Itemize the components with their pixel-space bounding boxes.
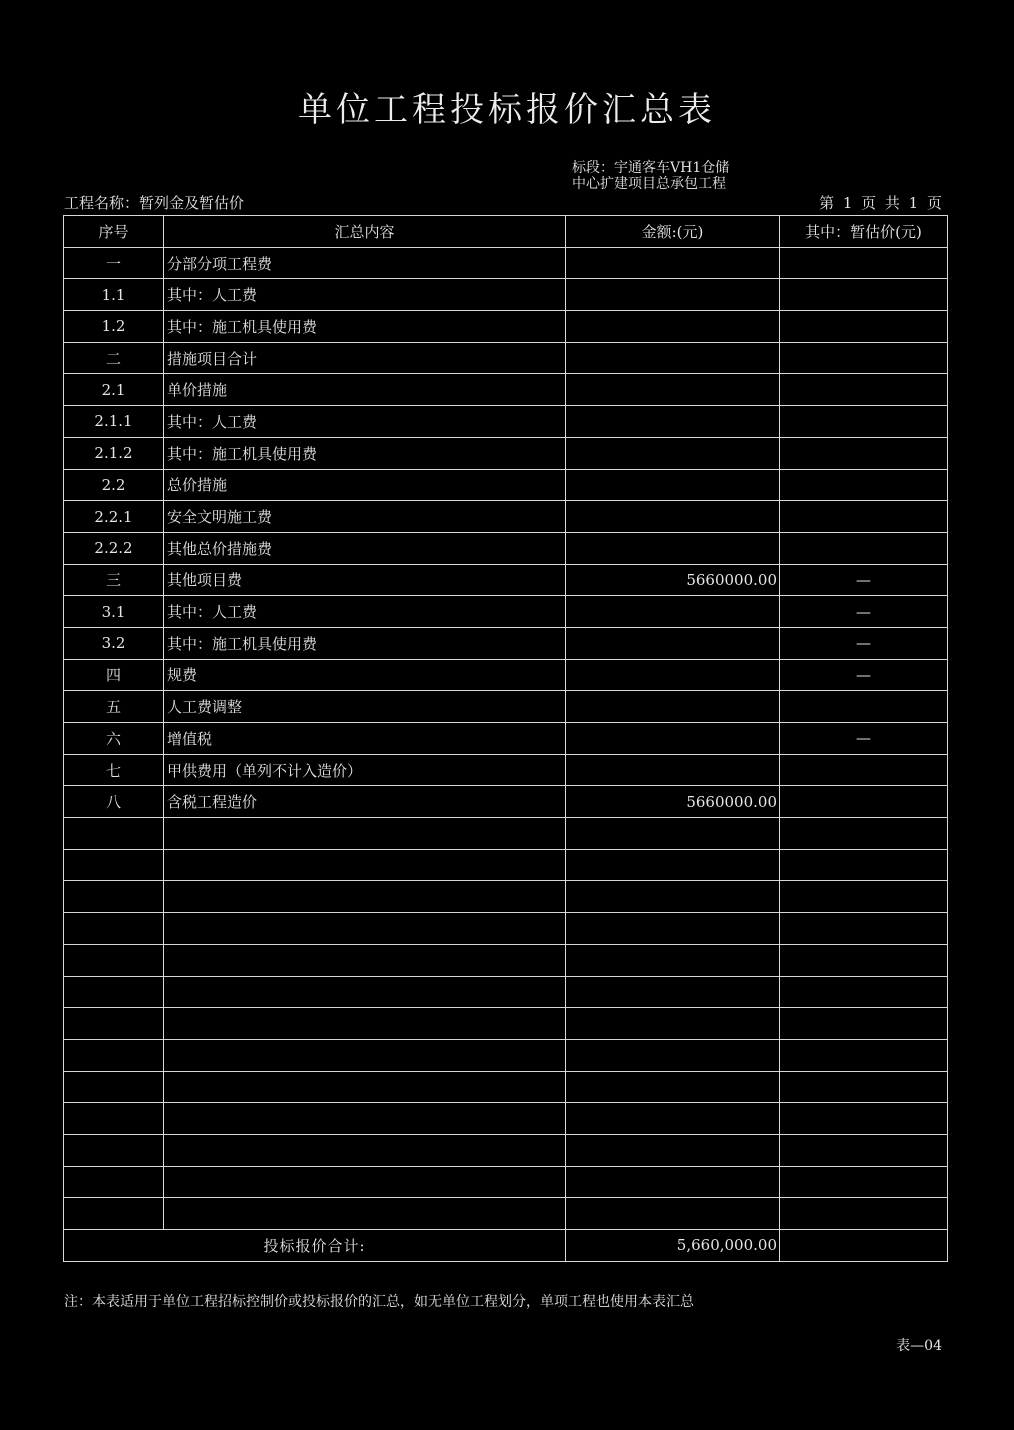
blank-row: [64, 913, 948, 945]
cell-no: 三: [64, 564, 164, 596]
table-row: [64, 627, 948, 659]
cell-provisional: [780, 406, 948, 438]
blank-cell: [566, 1039, 780, 1071]
blank-row: [64, 1198, 948, 1230]
table-row: [64, 691, 948, 723]
blank-cell: [164, 818, 566, 850]
bid-section-label: 标段：宇通客车VH1仓储中心扩建项目总承包工程: [572, 160, 730, 192]
cell-item: 其中：施工机具使用费: [164, 437, 566, 469]
blank-row: [64, 849, 948, 881]
blank-cell: [780, 913, 948, 945]
blank-cell: [566, 976, 780, 1008]
blank-cell: [64, 1198, 164, 1230]
table-row: [64, 311, 948, 343]
blank-cell: [566, 1008, 780, 1040]
cell-item: 单价措施: [164, 374, 566, 406]
blank-cell: [64, 849, 164, 881]
cell-item: 措施项目合计: [164, 342, 566, 374]
blank-cell: [780, 1134, 948, 1166]
cell-no: 七: [64, 754, 164, 786]
cell-amount: [566, 469, 780, 501]
cell-amount: 5660000.00: [566, 786, 780, 818]
cell-amount: [566, 691, 780, 723]
blank-cell: [780, 818, 948, 850]
table-row: [64, 247, 948, 279]
cell-item: 规费: [164, 659, 566, 691]
table-row: [64, 342, 948, 374]
cell-amount: [566, 659, 780, 691]
cell-provisional: [780, 374, 948, 406]
blank-row: [64, 1103, 948, 1135]
table-body: [64, 247, 948, 1229]
total-label: 投标报价合计:: [64, 1230, 566, 1262]
cell-provisional: [780, 501, 948, 533]
cell-amount: [566, 247, 780, 279]
table-header-row: [64, 216, 948, 248]
total-row: [64, 1230, 948, 1262]
blank-cell: [164, 881, 566, 913]
cell-item: 分部分项工程费: [164, 247, 566, 279]
blank-cell: [64, 913, 164, 945]
cell-item: 人工费调整: [164, 691, 566, 723]
cell-provisional: —: [780, 723, 948, 755]
cell-item: 其中：人工费: [164, 406, 566, 438]
cell-item: 其中：施工机具使用费: [164, 311, 566, 343]
cell-amount: 5660000.00: [566, 564, 780, 596]
table-row: [64, 723, 948, 755]
cell-amount: [566, 596, 780, 628]
blank-row: [64, 1039, 948, 1071]
project-name-label: 工程名称：暂列金及暂估价: [64, 194, 245, 212]
header-amount: 金额:(元): [566, 216, 780, 248]
blank-row: [64, 881, 948, 913]
cell-item: 安全文明施工费: [164, 501, 566, 533]
blank-cell: [64, 1103, 164, 1135]
cell-no: 1.1: [64, 279, 164, 311]
form-number: 表—04: [896, 1338, 942, 1354]
cell-no: 2.1: [64, 374, 164, 406]
blank-cell: [64, 1134, 164, 1166]
cell-item: 甲供费用（单列不计入造价）: [164, 754, 566, 786]
table-row: [64, 501, 948, 533]
blank-row: [64, 1166, 948, 1198]
cell-provisional: [780, 786, 948, 818]
blank-cell: [64, 1039, 164, 1071]
cell-item: 其中：施工机具使用费: [164, 627, 566, 659]
cell-provisional: [780, 437, 948, 469]
table-row: [64, 406, 948, 438]
cell-provisional: —: [780, 627, 948, 659]
table-row: [64, 659, 948, 691]
cell-amount: [566, 342, 780, 374]
cell-no: 一: [64, 247, 164, 279]
cell-no: 2.2.2: [64, 532, 164, 564]
blank-cell: [164, 944, 566, 976]
blank-cell: [566, 1103, 780, 1135]
blank-cell: [780, 944, 948, 976]
cell-provisional: [780, 532, 948, 564]
cell-provisional: —: [780, 564, 948, 596]
blank-cell: [64, 1008, 164, 1040]
blank-cell: [164, 1198, 566, 1230]
header-provisional: 其中：暂估价(元): [780, 216, 948, 248]
cell-no: 3.2: [64, 627, 164, 659]
cell-amount: [566, 532, 780, 564]
table-row: [64, 754, 948, 786]
cell-provisional: [780, 311, 948, 343]
footnote: 注：本表适用于单位工程招标控制价或投标报价的汇总，如无单位工程划分，单项工程也使用本表汇总: [64, 1294, 694, 1310]
cell-amount: [566, 627, 780, 659]
blank-row: [64, 976, 948, 1008]
blank-cell: [566, 881, 780, 913]
cell-amount: [566, 374, 780, 406]
table-row: [64, 786, 948, 818]
blank-cell: [64, 944, 164, 976]
blank-cell: [566, 849, 780, 881]
cell-item: 总价措施: [164, 469, 566, 501]
blank-cell: [64, 1166, 164, 1198]
header-no: 序号: [64, 216, 164, 248]
blank-cell: [780, 1039, 948, 1071]
blank-row: [64, 944, 948, 976]
blank-cell: [780, 976, 948, 1008]
blank-cell: [164, 913, 566, 945]
cell-no: 四: [64, 659, 164, 691]
blank-cell: [164, 1008, 566, 1040]
cell-amount: [566, 723, 780, 755]
table-row: [64, 437, 948, 469]
cell-no: 五: [64, 691, 164, 723]
cell-no: 二: [64, 342, 164, 374]
blank-cell: [566, 1134, 780, 1166]
total-provisional: [780, 1230, 948, 1262]
blank-cell: [164, 1134, 566, 1166]
page-title: 单位工程投标报价汇总表: [298, 90, 716, 130]
blank-cell: [780, 1103, 948, 1135]
blank-row: [64, 1134, 948, 1166]
table-row: [64, 564, 948, 596]
blank-cell: [164, 1071, 566, 1103]
blank-cell: [566, 1198, 780, 1230]
cell-no: 2.1.1: [64, 406, 164, 438]
blank-cell: [780, 1198, 948, 1230]
cell-provisional: —: [780, 659, 948, 691]
cell-amount: [566, 437, 780, 469]
cell-item: 增值税: [164, 723, 566, 755]
blank-cell: [780, 1008, 948, 1040]
table-row: [64, 374, 948, 406]
cell-provisional: [780, 691, 948, 723]
cell-item: 其他总价措施费: [164, 532, 566, 564]
cell-amount: [566, 311, 780, 343]
blank-cell: [64, 1071, 164, 1103]
cell-provisional: [780, 469, 948, 501]
table-row: [64, 532, 948, 564]
blank-row: [64, 1071, 948, 1103]
blank-cell: [566, 944, 780, 976]
cell-provisional: [780, 247, 948, 279]
blank-cell: [164, 1039, 566, 1071]
blank-cell: [566, 913, 780, 945]
blank-cell: [64, 881, 164, 913]
header-item: 汇总内容: [164, 216, 566, 248]
cell-item: 其中：人工费: [164, 279, 566, 311]
page-indicator: 第 1 页 共 1 页: [819, 194, 942, 212]
summary-table: [63, 215, 948, 1262]
blank-cell: [164, 1103, 566, 1135]
blank-cell: [566, 1166, 780, 1198]
cell-provisional: [780, 279, 948, 311]
cell-no: 六: [64, 723, 164, 755]
cell-no: 1.2: [64, 311, 164, 343]
blank-row: [64, 818, 948, 850]
cell-no: 2.2.1: [64, 501, 164, 533]
cell-amount: [566, 501, 780, 533]
table-row: [64, 596, 948, 628]
table-row: [64, 469, 948, 501]
cell-provisional: [780, 754, 948, 786]
blank-cell: [780, 1071, 948, 1103]
blank-cell: [64, 976, 164, 1008]
cell-no: 2.2: [64, 469, 164, 501]
blank-cell: [164, 849, 566, 881]
cell-provisional: [780, 342, 948, 374]
cell-item: 含税工程造价: [164, 786, 566, 818]
blank-cell: [780, 849, 948, 881]
blank-cell: [164, 976, 566, 1008]
cell-item: 其中：人工费: [164, 596, 566, 628]
blank-cell: [64, 818, 164, 850]
cell-provisional: —: [780, 596, 948, 628]
cell-item: 其他项目费: [164, 564, 566, 596]
blank-cell: [566, 1071, 780, 1103]
cell-amount: [566, 279, 780, 311]
table-row: [64, 279, 948, 311]
total-amount: 5,660,000.00: [566, 1230, 780, 1262]
cell-no: 2.1.2: [64, 437, 164, 469]
cell-amount: [566, 754, 780, 786]
cell-amount: [566, 406, 780, 438]
blank-row: [64, 1008, 948, 1040]
cell-no: 3.1: [64, 596, 164, 628]
cell-no: 八: [64, 786, 164, 818]
blank-cell: [566, 818, 780, 850]
blank-cell: [164, 1166, 566, 1198]
blank-cell: [780, 1166, 948, 1198]
blank-cell: [780, 881, 948, 913]
